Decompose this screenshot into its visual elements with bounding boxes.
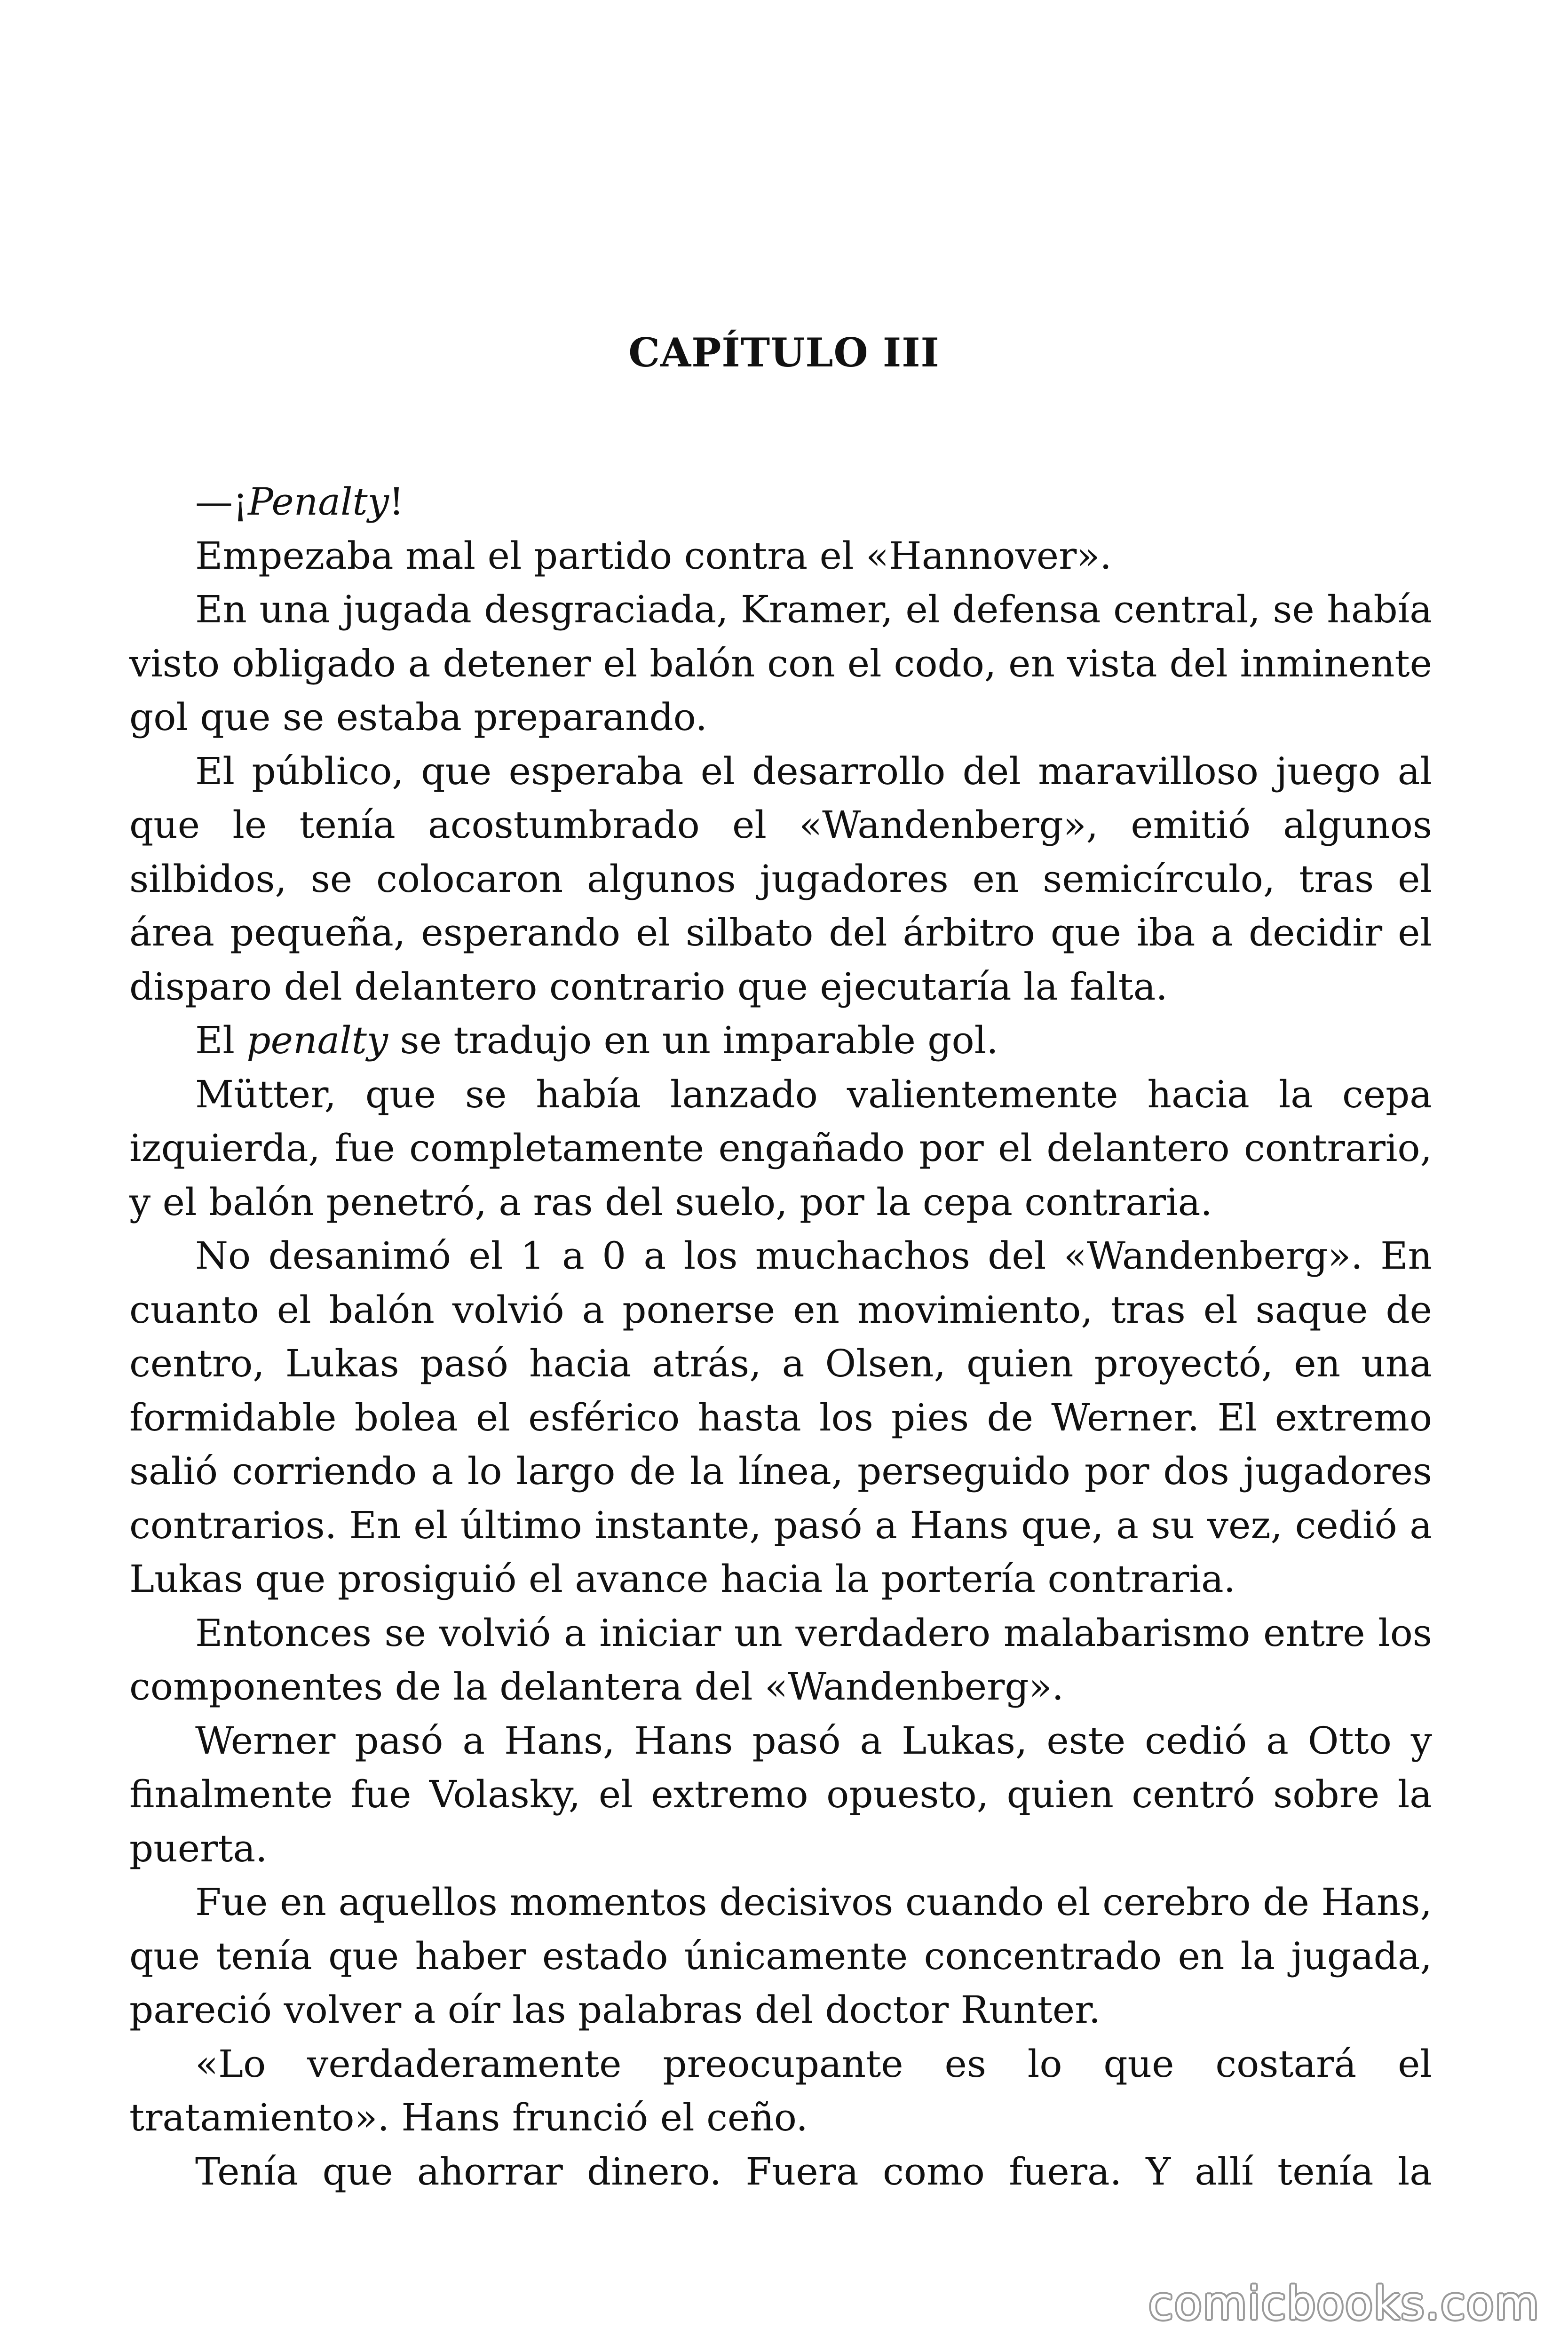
paragraph-8: Entonces se volvió a iniciar un verdadero malabarismo entre los componentes de la delantera del «Wandenberg». bbox=[129, 1611, 1432, 1708]
paragraph-10: Fue en aquellos momentos decisivos cuando el cerebro de Hans, que tenía que haber estado únicamente concentrado en la jugada, pareció volver a oír las palabras del doctor Runter. bbox=[129, 1880, 1432, 2032]
paragraph-1: —¡Penalty! bbox=[195, 480, 404, 524]
paragraph-7: No desanimó el 1 a 0 a los muchachos del «Wandenberg». En cuanto el balón volvió a ponerse en movimiento, tras el saque de centro, Lukas pasó hacia atrás, a Olsen, quien proyectó, en una formidable bolea el esférico hasta los pies de Werner. El extremo salió corriendo a lo largo de la línea, perseguido por dos jugadores contrarios. En el último instante, pasó a Hans que, a su vez, cedió a Lukas que prosiguió el avance hacia la portería contraria. bbox=[129, 1234, 1432, 1601]
watermark-logo: comicbooks.com bbox=[1148, 2277, 1540, 2330]
paragraph-3: En una jugada desgraciada, Kramer, el defensa central, se había visto obligado a detener el balón con el codo, en vista del inminente gol que se estaba preparando. bbox=[129, 588, 1432, 739]
paragraph-9: Werner pasó a Hans, Hans pasó a Lukas, este cedió a Otto y finalmente fue Volasky, el extremo opuesto, quien centró sobre la puerta. bbox=[129, 1718, 1432, 1870]
paragraph-4: El público, que esperaba el desarrollo del maravilloso juego al que le tenía acostumbrado el «Wandenberg», emitió algunos silbidos, se colocaron algunos jugadores en semicírculo, tras el área pequeña, esperando el silbato del árbitro que iba a decidir el disparo del delantero contrario que ejecutaría la falta. bbox=[129, 749, 1432, 1009]
paragraph-2: Empezaba mal el partido contra el «Hannover». bbox=[195, 533, 1112, 578]
paragraph-6: Mütter, que se había lanzado valientemente hacia la cepa izquierda, fue completamente engañado por el delantero contrario, y el balón penetró, a ras del suelo, por la cepa contraria. bbox=[129, 1072, 1432, 1224]
paragraph-5: El penalty se tradujo en un imparable gol. bbox=[195, 1018, 998, 1062]
paragraph-11: «Lo verdaderamente preocupante es lo que costará el tratamiento». Hans frunció el ceño. bbox=[129, 2042, 1432, 2139]
chapter-title: CAPÍTULO III bbox=[628, 329, 940, 376]
paragraph-12: Tenía que ahorrar dinero. Fuera como fuera. Y allí tenía la bbox=[195, 2149, 1432, 2193]
page-body bbox=[129, 475, 1432, 2199]
